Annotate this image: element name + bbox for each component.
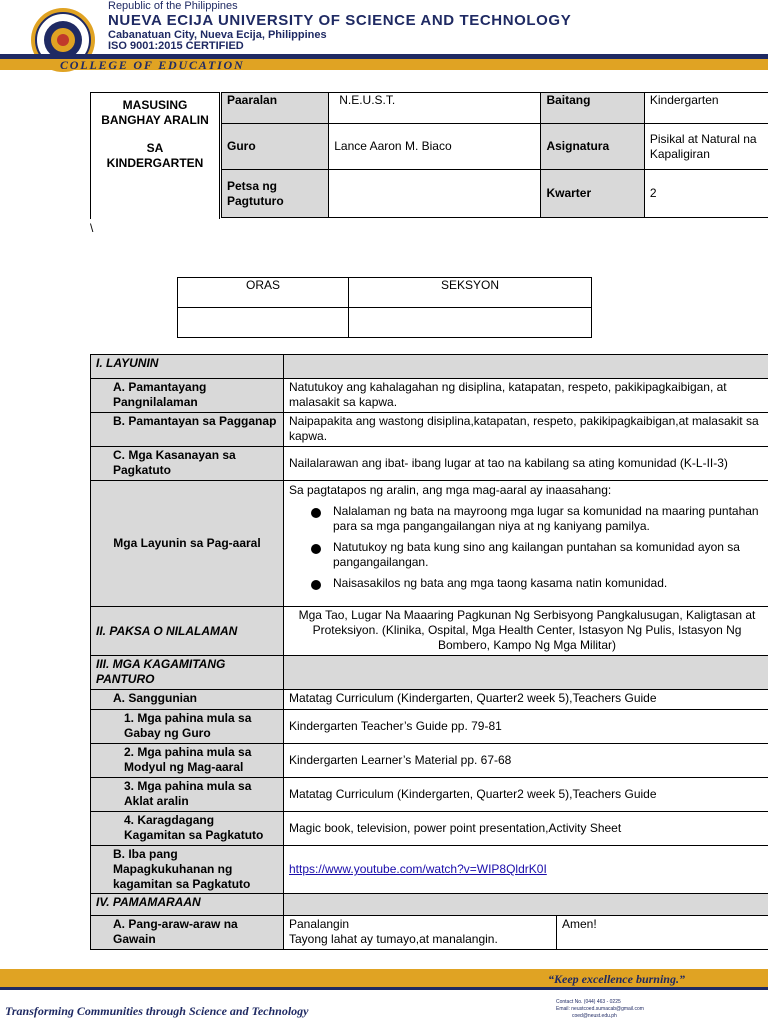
pamantayang-pangnilalaman-value: Natutukoy ang kahalagahan ng disiplina, katapatan, respeto, pakikipagkaibigan, at malasakit sa kapwa. [284, 379, 768, 413]
objective-item: Naisasakilos ng bata ang mga taong kasama natin komunidad. [289, 576, 765, 591]
kwarter-value: 2 [644, 170, 768, 218]
sanggunian-label: A. Sanggunian [91, 690, 284, 710]
college-name: COLLEGE OF EDUCATION [60, 58, 245, 72]
objective-item: Nalalaman ng bata na mayroong mga lugar sa komunidad na maaring puntahan para sa mga pangangailangan niya at ng kaniyang pamilya. [289, 504, 765, 534]
stray-backslash: \ [90, 221, 94, 235]
iba-pang-mapagkukuhanan-cell [284, 846, 768, 894]
youtube-link[interactable]: https://www.youtube.com/watch?v=WIP8QldrK0I [289, 862, 547, 876]
asignatura-value: Pisikal at Natural na Kapaligiran [644, 124, 768, 170]
lesson-info-table [221, 92, 768, 218]
pamantayang-pangnilalaman-label: A. Pamantayang Pangnilalaman [91, 379, 284, 413]
baitang-value: Kindergarten [644, 93, 768, 124]
guro-value: Lance Aaron M. Biaco [329, 124, 541, 170]
kwarter-label: Kwarter [541, 170, 644, 218]
paaralan-label: Paaralan [222, 93, 329, 124]
gabay-guro-value: Kindergarten Teacher’s Guide pp. 79-81 [284, 710, 768, 744]
modyul-value: Kindergarten Learner’s Material pp. 67-68 [284, 744, 768, 778]
petsa-value[interactable] [329, 170, 541, 218]
objectives-list [289, 504, 765, 591]
aklat-aralin-value: Matatag Curriculum (Kindergarten, Quarter2 week 5),Teachers Guide [284, 778, 768, 812]
baitang-label: Baitang [541, 93, 644, 124]
pang-araw-araw-cell [284, 916, 557, 950]
kasanayan-value: Nailalarawan ang ibat- ibang lugar at tao na kabilang sa ating komunidad (K-L-II-3) [284, 447, 768, 481]
layunin-pag-aaral-label: Mga Layunin sa Pag-aaral [91, 481, 284, 607]
pamantayan-pagganap-value: Naipapakita ang wastong disiplina,katapatan, respeto, pakikipagkaibigan,at malasakit sa kapwa. [284, 413, 768, 447]
oras-header: ORAS [178, 278, 349, 308]
contact-number: Contact No. (044) 463 - 0225 [556, 999, 621, 1005]
kagamitan-header-blank [284, 656, 768, 690]
kagamitan-header: III. MGA KAGAMITANG PANTURO [91, 656, 284, 690]
university-name: NUEVA ECIJA UNIVERSITY OF SCIENCE AND TECHNOLOGY [108, 12, 572, 29]
iba-pang-mapagkukuhanan-label: B. Iba pang Mapagkukuhanan ng kagamitan sa Pagkatuto [91, 846, 284, 894]
title-line: SA [146, 141, 164, 155]
modyul-label: 2. Mga pahina mula sa Modyul ng Mag-aaral [91, 744, 284, 778]
oras-value[interactable] [178, 308, 349, 338]
layunin-header: I. LAYUNIN [91, 355, 284, 379]
karagdagang-kagamitan-label: 4. Karagdagang Kagamitan sa Pagkatuto [91, 812, 284, 846]
paaralan-value: N.E.U.S.T. [329, 93, 541, 124]
layunin-pag-aaral-cell [284, 481, 768, 607]
petsa-label: Petsa ng Pagtuturo [222, 170, 329, 218]
title-line: MASUSING [122, 98, 188, 112]
pamamaraan-header: IV. PAMAMARAAN [91, 894, 284, 916]
gabay-guro-label: 1. Mga pahina mula sa Gabay ng Guro [91, 710, 284, 744]
karagdagang-kagamitan-value: Magic book, television, power point presentation,Activity Sheet [284, 812, 768, 846]
seksyon-value[interactable] [349, 308, 592, 338]
lesson-plan-title [90, 92, 220, 219]
kasanayan-label: C. Mga Kasanayan sa Pagkatuto [91, 447, 284, 481]
title-line: KINDERGARTEN [106, 156, 204, 170]
republic-label: Republic of the Philippines [108, 0, 238, 12]
objectives-intro: Sa pagtatapos ng aralin, ang mga mag-aaral ay inaasahang: [289, 483, 612, 497]
asignatura-label: Asignatura [541, 124, 644, 170]
paksa-value: Mga Tao, Lugar Na Maaaring Pagkunan Ng Serbisyong Pangkalusugan, Kaligtasan at Proteksiyon. (Klinika, Ospital, Mga Health Center, Istasyon Ng Pulis, Istasyon Ng Bombero, Kampo Ng Mga Militar) [284, 607, 768, 656]
guro-label: Guro [222, 124, 329, 170]
contact-email: Email: neustcoed.sumacab@gmail.com [556, 1006, 644, 1012]
contact-email-2: coed@neust.edu.ph [572, 1013, 617, 1019]
lesson-plan-table [90, 354, 768, 950]
objective-item: Natutukoy ng bata kung sino ang kailangan puntahan sa komunidad ayon sa pangangailangan. [289, 540, 765, 570]
pamamaraan-header-blank [284, 894, 768, 916]
sanggunian-value: Matatag Curriculum (Kindergarten, Quarter2 week 5),Teachers Guide [284, 690, 768, 710]
university-city: Cabanatuan City, Nueva Ecija, Philippines [108, 29, 327, 41]
gawain-response: Amen! [557, 916, 768, 950]
seksyon-header: SEKSYON [349, 278, 592, 308]
paksa-label: II. PAKSA O NILALAMAN [91, 607, 284, 656]
layunin-header-blank [284, 355, 768, 379]
pang-araw-araw-label: A. Pang-araw-araw na Gawain [91, 916, 284, 950]
iso-cert-label: ISO 9001:2015 CERTIFIED [108, 40, 244, 52]
title-line: BANGHAY ARALIN [101, 113, 209, 127]
footer-motto: “Keep excellence burning.” [548, 972, 685, 986]
gawain-line: Tayong lahat ay tumayo,at manalangin. [289, 932, 498, 946]
footer-tagline: Transforming Communities through Science and Technology [5, 1004, 309, 1018]
gawain-line: Panalangin [289, 917, 350, 931]
aklat-aralin-label: 3. Mga pahina mula sa Aklat aralin [91, 778, 284, 812]
footer-navy-line [0, 987, 768, 990]
pamantayan-pagganap-label: B. Pamantayan sa Pagganap [91, 413, 284, 447]
schedule-table [177, 277, 592, 338]
